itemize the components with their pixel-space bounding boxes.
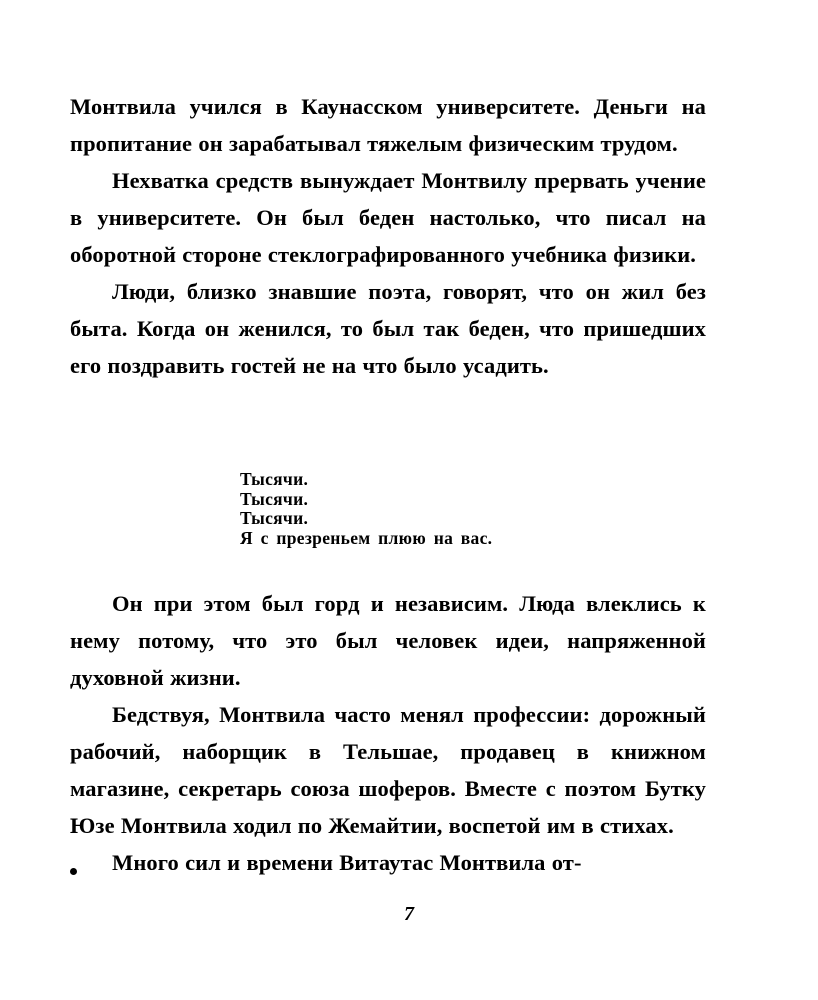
page-text-block-lower [70, 585, 706, 881]
page-number: 7 [404, 903, 414, 925]
page-text-block [70, 88, 706, 384]
verse-line-3: Тысячи. [240, 508, 309, 528]
paragraph-4: Он при этом был горд и независим. Люда влеклись к нему потому, что это был человек идеи, напряженной духовной жизни. [70, 591, 706, 690]
paragraph-2: Нехватка средств вынуждает Монтвилу прервать учение в университете. Он был беден настолько, что писал на оборотной стороне стеклографированного учебника физики. [70, 168, 706, 267]
verse-quote-block [240, 470, 492, 548]
paragraph-6: Много сил и времени Витаутас Монтвила от- [112, 850, 582, 875]
verse-line-1: Тысячи. [240, 469, 309, 489]
scan-artifact-dot-icon [70, 868, 77, 875]
paragraph-5: Бедствуя, Монтвила часто менял профессии: дорожный рабочий, наборщик в Тельшае, продавец в книжном магазине, секретарь союза шоферов. Вместе с поэтом Бутку Юзе Монтвила ходил по Жемайтии, воспетой им в стихах. [70, 702, 706, 838]
verse-line-2: Тысячи. [240, 488, 309, 509]
paragraph-1: Монтвила учился в Каунасском университете. Деньги на пропитание он зарабатывал тяжелым физическим трудом. [70, 94, 706, 156]
verse-line-4: Я с презреньем плюю на вас. [240, 527, 493, 548]
paragraph-3: Люди, близко знавшие поэта, говорят, что он жил без быта. Когда он женился, то был так беден, что пришедших его поздравить гостей не на что было усадить. [70, 279, 706, 378]
